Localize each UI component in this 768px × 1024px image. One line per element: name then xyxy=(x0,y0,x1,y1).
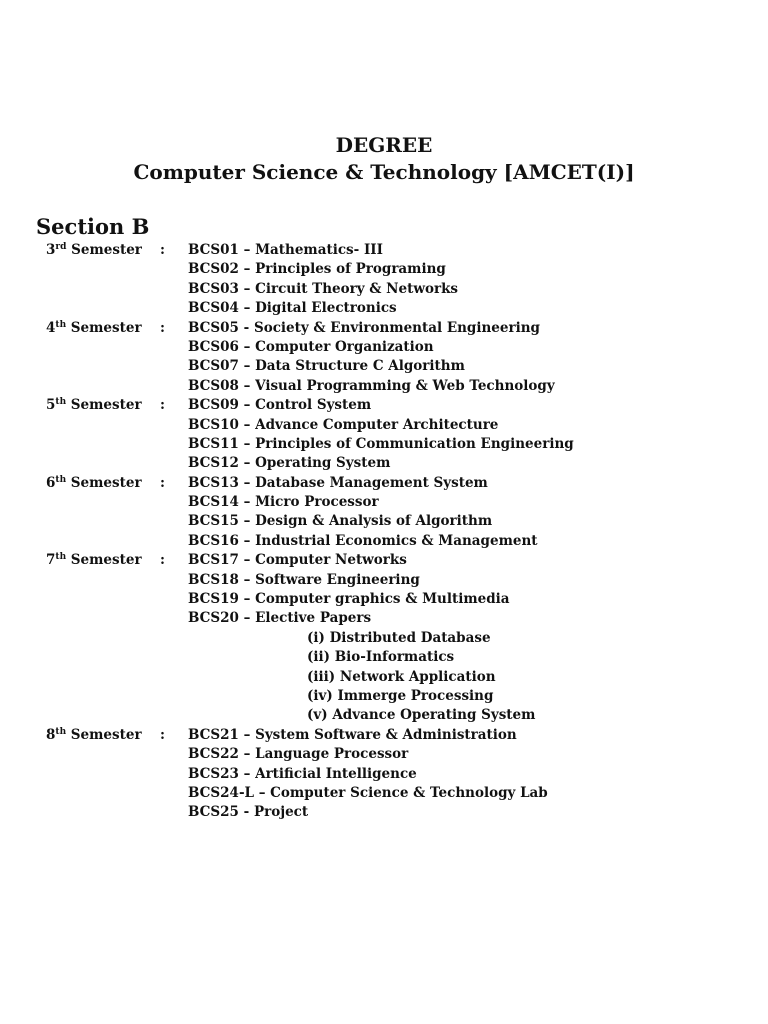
semester-label-8: 8th Semester xyxy=(46,726,142,743)
course-bcs24-l: BCS24-L – Computer Science & Technology Lab xyxy=(188,784,548,801)
program-title: Computer Science & Technology [AMCET(I)] xyxy=(133,160,635,184)
semester-label-4: 4th Semester xyxy=(46,319,142,336)
course-row xyxy=(0,241,768,260)
course-row xyxy=(0,357,768,376)
elective-item-3: (iii) Network Application xyxy=(307,668,496,685)
course-row xyxy=(0,551,768,570)
course-row xyxy=(0,319,768,338)
degree-title: DEGREE xyxy=(335,133,433,157)
course-row xyxy=(0,784,768,803)
course-row xyxy=(0,280,768,299)
course-bcs14: BCS14 – Micro Processor xyxy=(188,494,379,511)
semester-label-5: 5th Semester xyxy=(46,397,142,414)
course-list xyxy=(0,241,768,823)
course-bcs05: BCS05 - Society & Environmental Engineering xyxy=(188,319,540,336)
course-bcs15: BCS15 – Design & Analysis of Algorithm xyxy=(188,513,493,530)
semester-colon: : xyxy=(160,552,165,569)
course-row xyxy=(0,416,768,435)
semester-colon: : xyxy=(160,397,165,414)
course-row xyxy=(0,377,768,396)
semester-colon: : xyxy=(160,242,165,258)
semester-label-7: 7th Semester xyxy=(46,552,142,569)
course-bcs18: BCS18 – Software Engineering xyxy=(188,571,420,588)
course-bcs20: BCS20 – Elective Papers xyxy=(188,610,372,627)
course-row xyxy=(0,512,768,531)
semester-label-3: 3rd Semester xyxy=(46,242,142,258)
course-row xyxy=(0,765,768,784)
elective-row xyxy=(0,648,768,667)
course-bcs02: BCS02 – Principles of Programing xyxy=(188,261,446,278)
semester-colon: : xyxy=(160,474,165,491)
course-row xyxy=(0,435,768,454)
course-bcs16: BCS16 – Industrial Economics & Management xyxy=(188,532,538,549)
course-bcs25: BCS25 - Project xyxy=(188,804,309,821)
course-row xyxy=(0,609,768,628)
course-bcs19: BCS19 – Computer graphics & Multimedia xyxy=(188,591,510,608)
course-row xyxy=(0,571,768,590)
course-bcs13: BCS13 – Database Management System xyxy=(188,474,488,491)
elective-row xyxy=(0,668,768,687)
elective-item-5: (v) Advance Operating System xyxy=(307,707,536,724)
course-row xyxy=(0,474,768,493)
course-bcs07: BCS07 – Data Structure C Algorithm xyxy=(188,358,465,375)
course-row xyxy=(0,299,768,318)
course-bcs21: BCS21 – System Software & Administration xyxy=(188,726,517,743)
semester-colon: : xyxy=(160,726,165,743)
course-bcs11: BCS11 – Principles of Communication Engineering xyxy=(188,435,574,452)
elective-row xyxy=(0,706,768,725)
course-bcs10: BCS10 – Advance Computer Architecture xyxy=(188,416,499,433)
course-bcs17: BCS17 – Computer Networks xyxy=(188,552,407,569)
course-row xyxy=(0,745,768,764)
course-row xyxy=(0,803,768,822)
course-bcs22: BCS22 – Language Processor xyxy=(188,746,409,763)
elective-item-2: (ii) Bio-Informatics xyxy=(307,649,455,666)
elective-item-4: (iv) Immerge Processing xyxy=(307,687,494,704)
course-bcs04: BCS04 – Digital Electronics xyxy=(188,300,397,317)
course-bcs03: BCS03 – Circuit Theory & Networks xyxy=(188,280,459,297)
section-heading: Section B xyxy=(36,214,150,239)
course-bcs23: BCS23 – Artificial Intelligence xyxy=(188,765,417,782)
course-row xyxy=(0,493,768,512)
elective-row xyxy=(0,687,768,706)
course-bcs08: BCS08 – Visual Programming & Web Technology xyxy=(188,377,555,394)
course-bcs09: BCS09 – Control System xyxy=(188,397,372,414)
semester-label-6: 6th Semester xyxy=(46,474,142,491)
course-bcs01: BCS01 – Mathematics- III xyxy=(188,242,383,258)
course-bcs06: BCS06 – Computer Organization xyxy=(188,338,434,355)
elective-item-1: (i) Distributed Database xyxy=(307,629,491,646)
course-row xyxy=(0,260,768,279)
course-row xyxy=(0,590,768,609)
semester-colon: : xyxy=(160,319,165,336)
elective-row xyxy=(0,629,768,648)
course-row xyxy=(0,396,768,415)
course-row xyxy=(0,726,768,745)
course-row xyxy=(0,532,768,551)
course-row xyxy=(0,338,768,357)
course-bcs12: BCS12 – Operating System xyxy=(188,455,391,472)
course-row xyxy=(0,454,768,473)
